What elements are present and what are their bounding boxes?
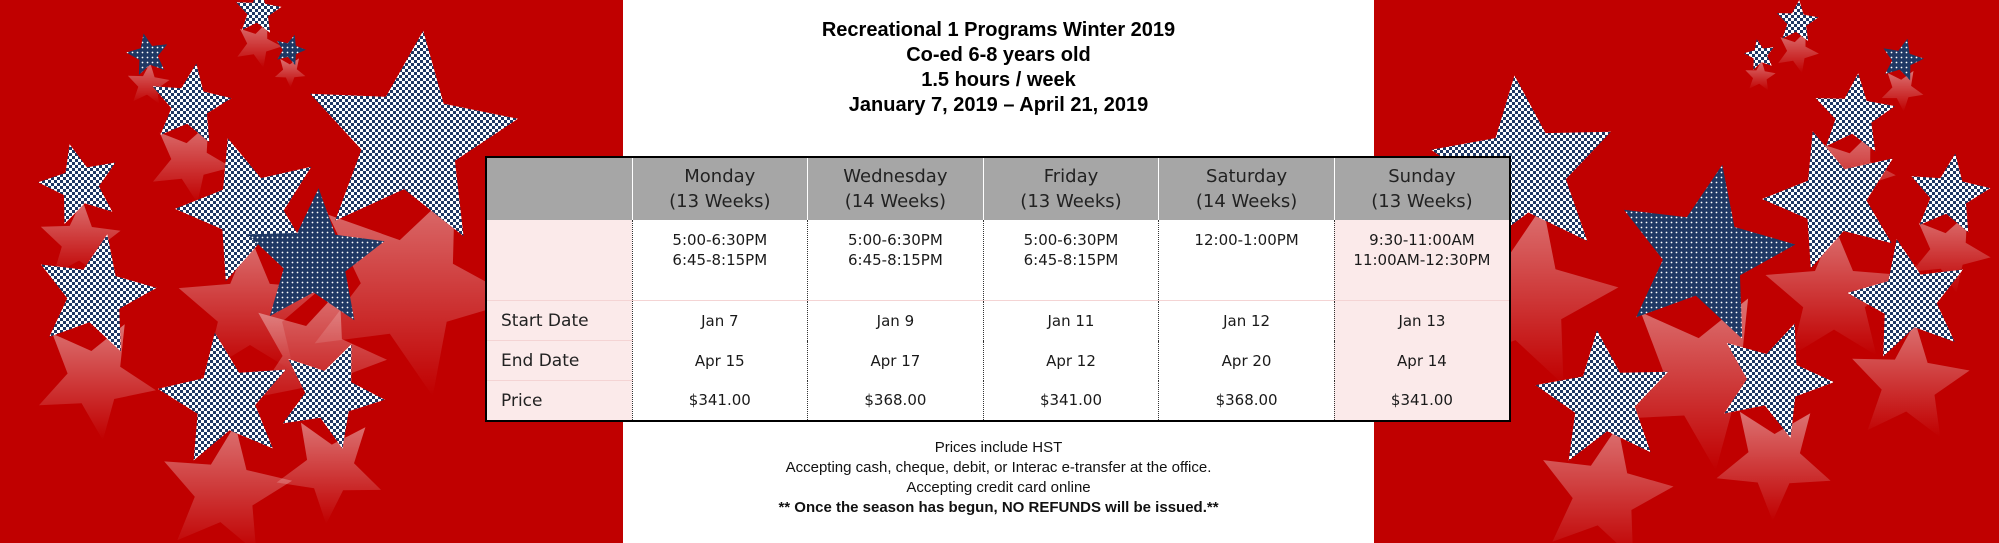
start-date-row — [486, 301, 1510, 341]
start-date-sunday: Jan 13 — [1334, 301, 1510, 341]
star-reflection — [164, 425, 292, 543]
time-slot: 12:00-1:00PM — [1194, 231, 1299, 249]
star-shape — [41, 234, 157, 351]
time-slot: 5:00-6:30PM — [672, 231, 768, 249]
star-reflection — [39, 324, 156, 440]
price-monday: $341.00 — [632, 381, 808, 422]
times-saturday — [1159, 220, 1335, 301]
day-name: Friday — [1043, 166, 1099, 187]
time-slot: 5:00-6:30PM — [1023, 231, 1119, 249]
day-weeks: (14 Weeks) — [844, 191, 947, 212]
program-header — [623, 18, 1374, 118]
day-header-friday — [983, 157, 1159, 220]
payment-methods-note: Accepting cash, cheque, debit, or Interac e-transfer at the office. — [785, 459, 1212, 476]
end-date-sunday: Apr 14 — [1334, 341, 1510, 381]
day-weeks: (13 Weeks) — [669, 191, 771, 212]
start-date-monday: Jan 7 — [632, 301, 808, 341]
times-wednesday — [808, 220, 984, 301]
start-date-friday: Jan 11 — [983, 301, 1159, 341]
schedule-table — [485, 156, 1511, 422]
price-saturday: $368.00 — [1159, 381, 1335, 422]
end-date-saturday: Apr 20 — [1159, 341, 1335, 381]
program-title: Recreational 1 Programs Winter 2019 — [821, 19, 1176, 41]
times-sunday — [1334, 220, 1510, 301]
price-sunday: $341.00 — [1334, 381, 1510, 422]
day-header-row — [486, 157, 1510, 220]
start-date-saturday: Jan 12 — [1159, 301, 1335, 341]
time-slot: 6:45-8:15PM — [848, 251, 943, 269]
star-shape — [152, 64, 231, 143]
refund-policy-note: ** Once the season has begun, NO REFUNDS will be issued.** — [778, 499, 1219, 516]
end-date-row — [486, 341, 1510, 381]
time-slot: 5:00-6:30PM — [848, 231, 943, 249]
payment-notes — [623, 438, 1374, 518]
day-header-monday — [632, 157, 808, 220]
day-header-sunday — [1334, 157, 1510, 220]
day-header-saturday — [1159, 157, 1335, 220]
times-row — [486, 220, 1510, 301]
end-date-label: End Date — [486, 341, 632, 381]
star-shape — [1816, 73, 1895, 151]
time-slot: 11:00AM-12:30PM — [1353, 251, 1491, 269]
day-header-wednesday — [808, 157, 984, 220]
star-shape — [1911, 154, 1990, 233]
star-reflection — [277, 423, 381, 524]
price-row — [486, 381, 1510, 422]
star-shape — [126, 33, 167, 75]
day-weeks: (13 Weeks) — [1371, 191, 1473, 212]
day-name: Sunday — [1388, 166, 1456, 187]
day-name: Wednesday — [843, 166, 948, 187]
program-hours: 1.5 hours / week — [921, 69, 1076, 91]
star-shape — [1624, 165, 1796, 339]
star-reflection — [275, 58, 306, 87]
credit-card-note: Accepting credit card online — [906, 479, 1091, 496]
hst-note: Prices include HST — [934, 439, 1063, 456]
program-age-group: Co-ed 6-8 years old — [906, 44, 1091, 66]
start-date-label: Start Date — [486, 301, 632, 341]
time-slot: 9:30-11:00AM — [1369, 231, 1475, 249]
star-reflection — [1543, 426, 1673, 543]
corner-cell — [486, 157, 632, 220]
price-wednesday: $368.00 — [808, 381, 984, 422]
star-reflection — [1717, 412, 1831, 521]
end-date-wednesday: Apr 17 — [808, 341, 984, 381]
day-weeks: (14 Weeks) — [1195, 191, 1298, 212]
day-weeks: (13 Weeks) — [1020, 191, 1122, 212]
star-shape — [1744, 39, 1774, 69]
price-friday: $341.00 — [983, 381, 1159, 422]
program-dates: January 7, 2019 – April 21, 2019 — [848, 94, 1149, 116]
star-shape — [236, 0, 282, 33]
times-monday — [632, 220, 808, 301]
star-reflection — [237, 22, 282, 68]
end-date-friday: Apr 12 — [983, 341, 1159, 381]
time-slot: 6:45-8:15PM — [1023, 251, 1119, 269]
end-date-monday: Apr 15 — [632, 341, 808, 381]
star-shape — [1777, 0, 1819, 41]
start-date-wednesday: Jan 9 — [808, 301, 984, 341]
day-name: Monday — [684, 166, 756, 187]
time-slot: 6:45-8:15PM — [672, 251, 768, 269]
star-reflection — [1778, 31, 1819, 73]
times-friday — [983, 220, 1159, 301]
times-row-label — [486, 220, 632, 301]
day-name: Saturday — [1206, 166, 1288, 187]
price-label: Price — [486, 381, 632, 422]
